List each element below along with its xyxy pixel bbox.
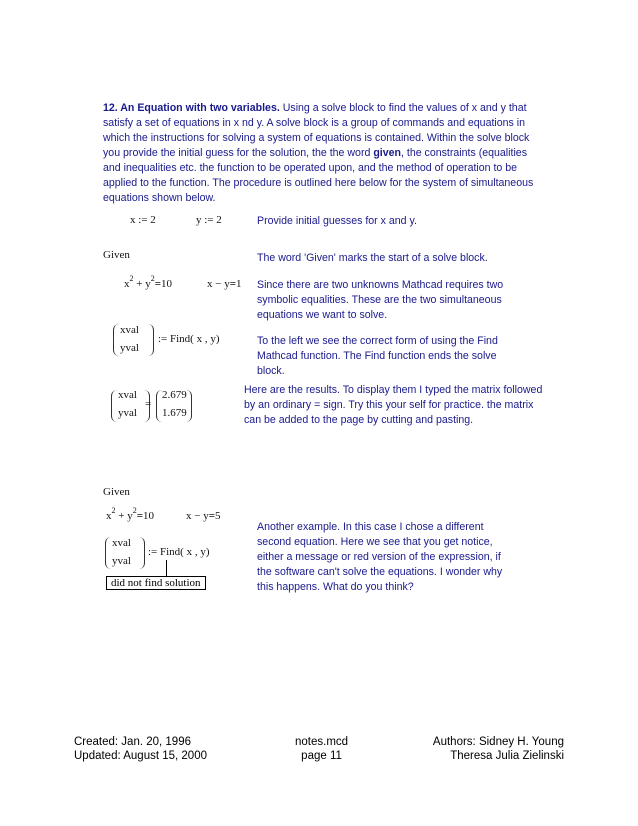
given-label-2: Given: [103, 486, 130, 498]
eq3-x-exponent: 2: [111, 506, 116, 515]
given-keyword: given: [373, 147, 401, 159]
eq4-equals: =: [208, 510, 215, 522]
footer-file: [295, 735, 348, 763]
eq1-x-exponent: 2: [129, 274, 134, 283]
eq3-y-exponent: 2: [132, 506, 137, 515]
created-date: Created: Jan. 20, 1996: [74, 736, 191, 748]
equation-4: [186, 510, 221, 522]
x-initial-guess: x := 2: [130, 214, 156, 226]
updated-date: Updated: August 15, 2000: [74, 750, 207, 762]
find1-vec-top: xval: [120, 324, 139, 336]
eq1-rhs: 10: [161, 278, 172, 290]
block2-note: Another example. In this case I chose a different second equation. Here we see that you get notice, either a message or red version of the expression, if the software can't solve the equations. I wonder why this happens. What do you think?: [257, 521, 503, 593]
y-initial-guess: y := 2: [196, 214, 222, 226]
initial-guess-note: Provide initial guesses for x and y.: [257, 215, 417, 227]
eq2-lhs: x − y: [207, 278, 230, 290]
eq3-plus: +: [118, 510, 125, 522]
footer-authors: [433, 735, 564, 763]
find1-right-paren: [148, 324, 154, 356]
equation-3: [106, 506, 154, 522]
find1-vec-bottom: yval: [120, 342, 139, 354]
find2-left-paren: [105, 537, 111, 569]
result-yval: 1.679: [162, 407, 187, 419]
find1-expression: := Find( x , y): [158, 333, 220, 345]
intro-text-part1: Using a solve block to find the values of x and y that satisfy a set of equations in x nd y. A solve block is a group of commands and equations in which the instructions for solving a system of equations is contained. Within the solve block you provide the initial guess for the solution, the the word: [103, 102, 530, 159]
find-note: To the left we see the correct form of using the Find Mathcad function. The Find function ends the solve block.: [257, 335, 498, 377]
section-heading: 12. An Equation with two variables.: [103, 102, 280, 114]
result-left-paren: [111, 390, 117, 422]
eq1-equals: =: [154, 278, 161, 290]
eq4-rhs: 5: [215, 510, 221, 522]
equation-2: [207, 278, 242, 290]
eq3-y: y: [127, 510, 133, 522]
result-note: Here are the results. To display them I typed the matrix followed by an ordinary = sign. Try this your self for practice. the matrix can be added to the page by cutting and pasting.: [244, 384, 543, 426]
find2-expression: := Find( x , y): [148, 546, 210, 558]
find2-vec-top: xval: [112, 537, 131, 549]
eq2-rhs: 1: [236, 278, 242, 290]
file-name: notes.mcd: [295, 736, 349, 748]
eq2-equals: =: [229, 278, 236, 290]
find2-right-paren: [139, 537, 145, 569]
error-pointer-line: [166, 560, 167, 576]
eq3-equals: =: [136, 510, 143, 522]
given-label-1: Given: [103, 249, 130, 261]
given-note: The word 'Given' marks the start of a solve block.: [257, 252, 488, 264]
find1-left-paren: [113, 324, 119, 356]
result-value-right-paren: [186, 390, 192, 422]
eq1-y-exponent: 2: [150, 274, 155, 283]
eq4-lhs: x − y: [186, 510, 209, 522]
page-number: page 11: [301, 750, 342, 762]
intro-text-part2: , the constraints (equalities and inequalities etc. the function to be operated upon, and the method of operation to be applied to the function. The procedure is outlined here below for the system of simultaneous equations shown below.: [103, 147, 534, 204]
eq1-plus: +: [136, 278, 143, 290]
eq3-rhs: 10: [143, 510, 154, 522]
authors-line-1: Authors: Sidney H. Young: [432, 736, 564, 748]
equation-1: [124, 274, 172, 290]
result-xval: 2.679: [162, 389, 187, 401]
result-equals: =: [145, 398, 152, 410]
result-vec-bottom: yval: [118, 407, 137, 419]
eq1-x: x: [124, 278, 130, 290]
intro-paragraph: [103, 101, 543, 206]
eq1-y: y: [145, 278, 151, 290]
footer-dates: [74, 735, 207, 763]
find2-vec-bottom: yval: [112, 555, 131, 567]
constraint-note: Since there are two unknowns Mathcad requires two symbolic equalities. These are the two simultaneous equations we want to solve.: [257, 279, 504, 321]
authors-line-2: Theresa Julia Zielinski: [450, 750, 564, 762]
error-message: did not find solution: [106, 576, 206, 590]
eq3-x: x: [106, 510, 112, 522]
result-vec-top: xval: [118, 389, 137, 401]
